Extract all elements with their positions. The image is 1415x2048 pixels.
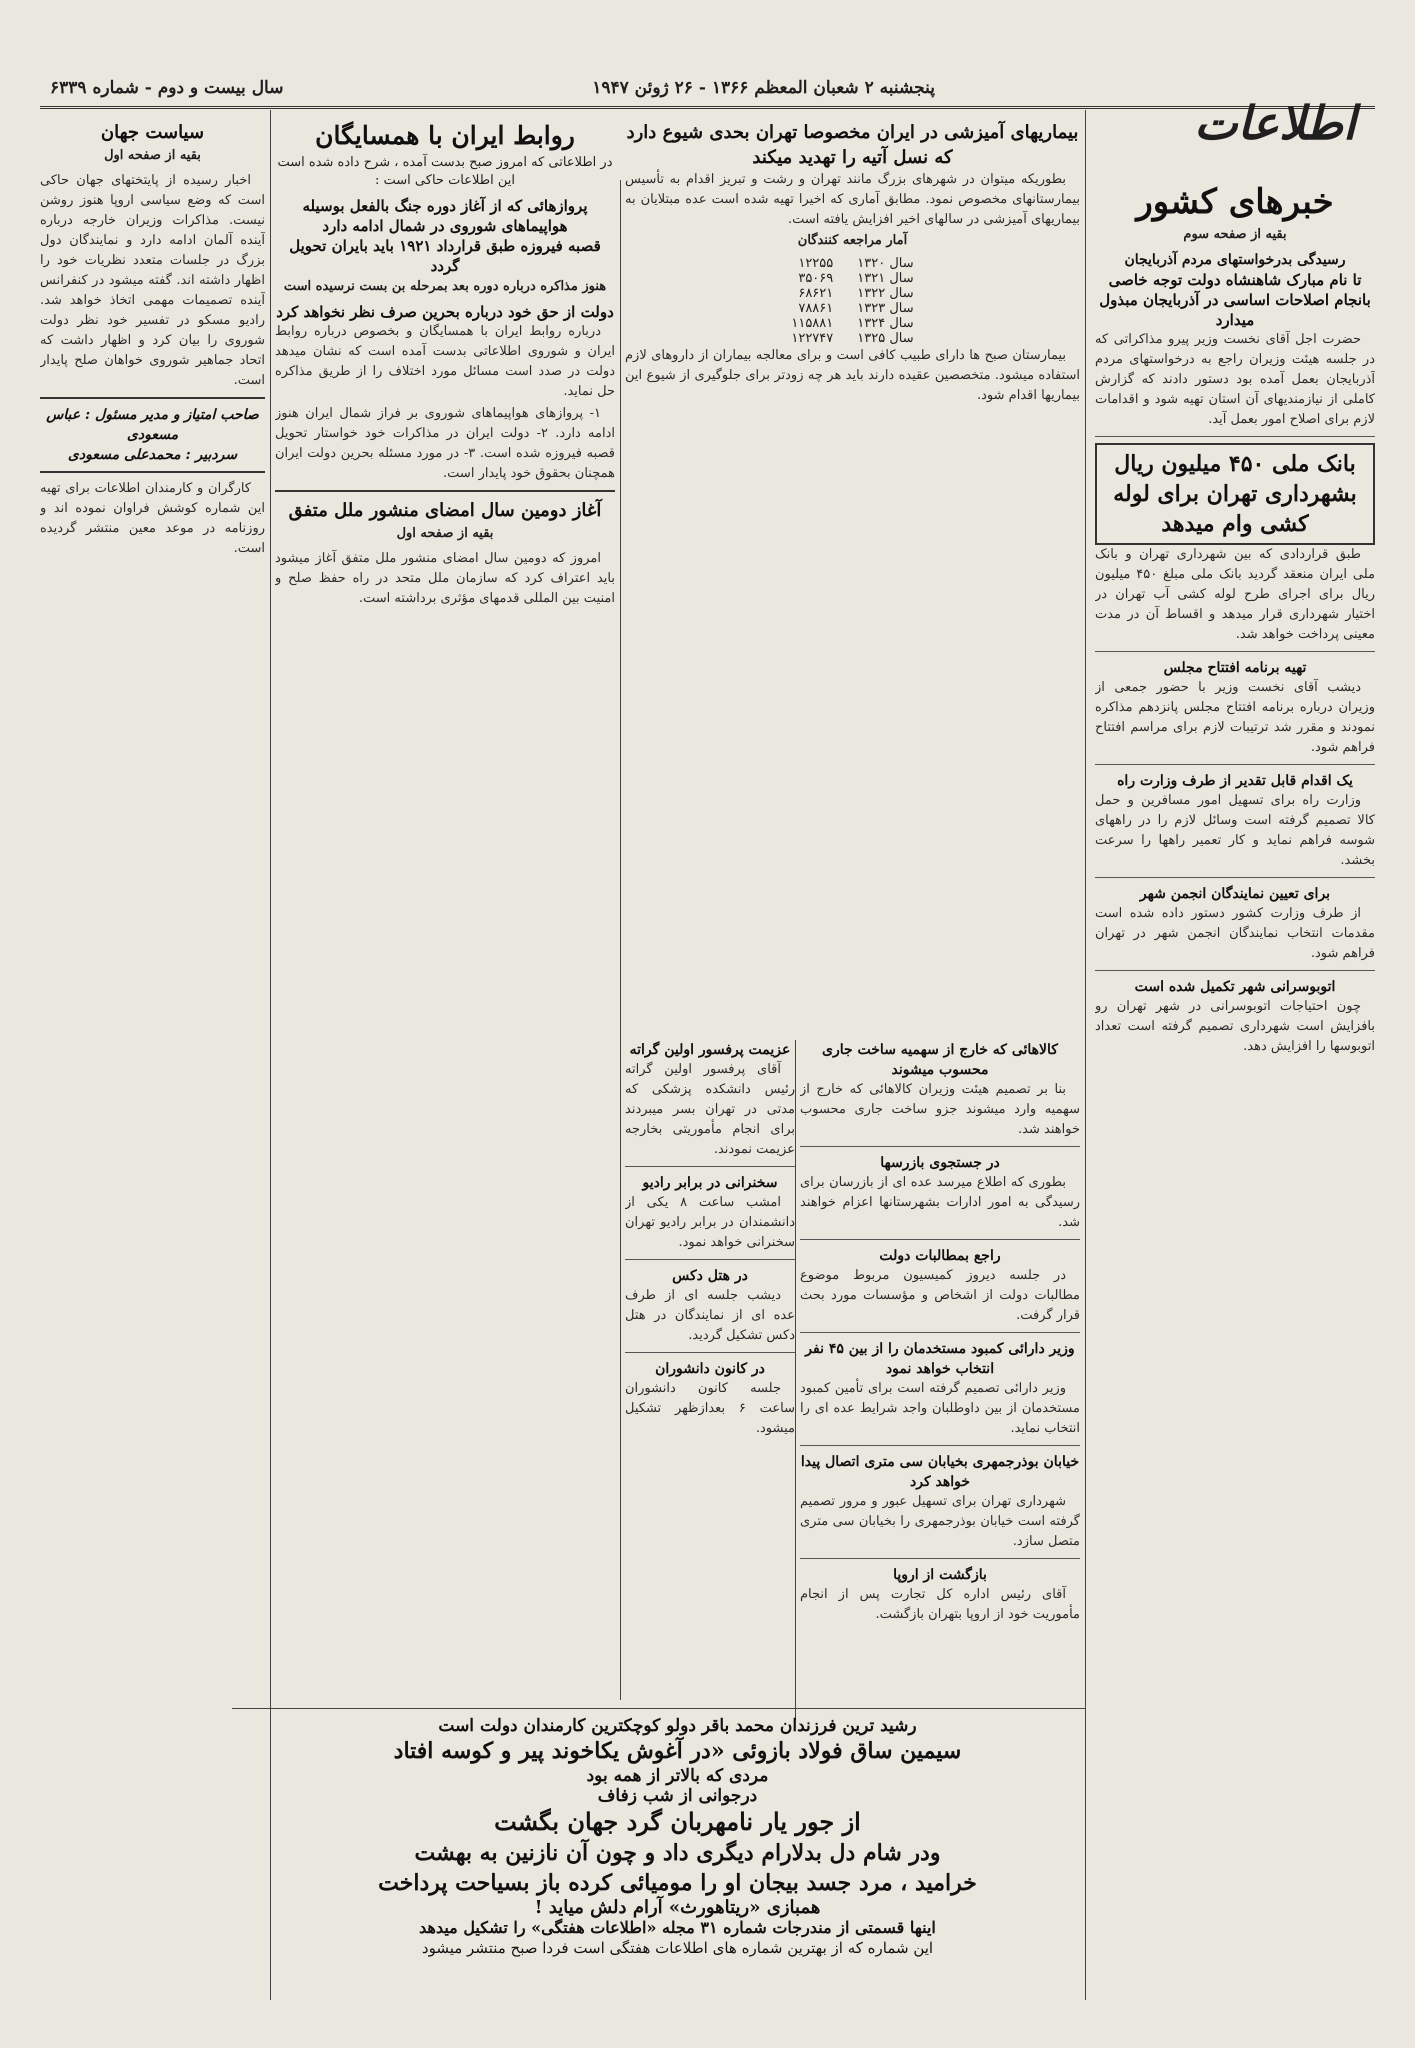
- relations-headline: روابط ایران با همسایگان: [315, 121, 575, 150]
- stats-row: [779, 271, 925, 286]
- advert-line: مردی که بالاتر از همه بود: [586, 1766, 769, 1786]
- story-body: آقای رئیس اداره کل تجارت پس از انجام مأموریت خود از اروپا بتهران بازگشت.: [800, 1587, 1080, 1622]
- stats-value: ۱۲۲۵۵: [798, 256, 834, 271]
- column-short-items: [800, 1040, 1080, 1700]
- story-body: بطوریکه میتوان در شهرهای بزرگ مانند تهران و رشت و تبریز اقدام به تأسیس بیمارستانهای مخصوص نمود. مطابق آماری که اخیرا تهیه شده است عده مبتلایان به بیماریهای آمیزشی در سالهای اخیر افزایش یافته است.: [625, 172, 1080, 227]
- story-title: کالاهائی که خارج از سهمیه ساخت جاری محسوب میشوند: [822, 1042, 1058, 1078]
- stats-year: سال ۱۳۲۱: [857, 271, 914, 286]
- weekly-advert: [275, 1716, 1080, 2036]
- un-charter-headline: آغاز دومین سال امضای منشور ملل متفق: [288, 500, 602, 521]
- relations-subhead: دولت از حق خود درباره بحرین صرف نظر نخواهد کرد: [276, 303, 614, 321]
- advert-line: اینها قسمتی از مندرجات شماره ۳۱ مجله «اطلاعات هفتگی» را تشکیل میدهد: [419, 1918, 936, 1937]
- story-body: بیمارستان صبح ها دارای طبیب کافی است و برای معالجه بیماران از داروهای لازم استفاده میشود. متخصصین عقیده دارند باید هر چه زودتر برای جلوگیری از شیوع این بیماریها اقدام شود.: [625, 348, 1080, 403]
- advert-line: رشید ترین فرزندان محمد باقر دولو کوچکترین کارمندان دولت است: [438, 1716, 917, 1736]
- story-title: تهیه برنامه افتتاح مجلس: [1163, 660, 1307, 676]
- story-body: آقای پرفسور اولین گراته رئیس دانشکده پزشکی که مدتی در تهران بسر میبردند برای انجام مأموریتی بخارجه عزیمت نمودند.: [625, 1062, 795, 1157]
- relations-subhead: پروازهائی که از آغاز دوره جنگ بالفعل بوسیله هواپیماهای شوروی در شمال ادامه دارد: [302, 197, 588, 235]
- health-headline: بیماریهای آمیزشی در ایران مخصوصا تهران بحدی شیوع دارد که نسل آتیه را تهدید میکند: [626, 122, 1079, 168]
- stats-table: [779, 256, 925, 346]
- story-body: از طرف وزارت کشور دستور داده شده است مقدمات انتخاب نمایندگان انجمن شهر در تهران فراهم شود.: [1095, 906, 1375, 961]
- story-body: وزیر دارائی تصمیم گرفته است برای تأمین کمبود مستخدمان از بین داوطلبان واجد شرایط عده ای را انتخاب نماید.: [800, 1381, 1080, 1436]
- domestic-news-headline: خبرهای کشور: [1136, 182, 1334, 222]
- story-body: چون احتیاجات اتوبوسرانی در شهر تهران رو بافزایش است شهرداری تصمیم گرفته است تعداد اتوبوسها را افزایش دهد.: [1095, 999, 1375, 1054]
- stats-row: [779, 331, 925, 346]
- story-body: جلسه کانون دانشوران ساعت ۶ بعدازظهر تشکیل میشود.: [625, 1381, 795, 1436]
- story-body: در جلسه دیروز کمیسیون مربوط موضوع مطالبات دولت از اشخاص و مؤسسات مورد بحث قرار گرفت.: [800, 1268, 1080, 1323]
- story-subtitle: تا نام مبارک شاهنشاه دولت توجه خاصی بانجام اصلاحات اساسی در آذربایجان مبذول میدارد: [1099, 271, 1371, 329]
- story-title: عزیمت پرفسور اولین گراته: [629, 1042, 791, 1058]
- story-title: رسیدگی بدرخواستهای مردم آذربایجان: [1124, 252, 1346, 268]
- editor-credit: سردبیر : محمدعلی مسعودی: [67, 447, 238, 463]
- story-title: در هتل دکس: [672, 1268, 748, 1284]
- stats-value: ۱۲۲۷۴۷: [791, 331, 834, 346]
- advert-line: این شماره که از بهترین شماره های اطلاعات هفتگی است فردا صبح منتشر میشود: [421, 1939, 934, 1957]
- column-world-politics: [40, 120, 265, 2010]
- column-rule: [1085, 110, 1086, 2000]
- column-rule: [270, 110, 271, 2000]
- column-rule: [620, 180, 621, 1700]
- issue-date: پنجشنبه ۲ شعبان المعظم ۱۳۶۶ - ۲۶ ژوئن ۱۹۴۷: [592, 78, 935, 98]
- story-title: سخنرانی در برابر رادیو: [642, 1175, 778, 1191]
- stats-year: سال ۱۳۲۰: [857, 256, 914, 271]
- stats-value: ۱۱۵۸۸۱: [791, 316, 834, 331]
- column-domestic-news: [1095, 180, 1375, 2048]
- issue-number: سال بیست و دوم - شماره ۶۳۳۹: [50, 78, 284, 98]
- world-politics-headline: سیاست جهان: [100, 122, 205, 143]
- story-title: اتوبوسرانی شهر تکمیل شده است: [1134, 979, 1336, 995]
- column-health-report: [625, 120, 1080, 1035]
- stats-year: سال ۱۳۲۴: [857, 316, 914, 331]
- stats-value: ۶۸۶۲۱: [798, 286, 834, 301]
- masthead-logo: اطلاعات: [1194, 96, 1356, 150]
- story-body: شهرداری تهران برای تسهیل عبور و مرور تصمیم گرفته است خیابان بوذرجمهری را بخیابان سی متری متصل سازد.: [800, 1494, 1080, 1549]
- story-body: بنا بر تصمیم هیئت وزیران کالاهائی که خارج از سهمیه وارد میشوند جزو ساخت جاری محسوب خواهند شد.: [800, 1082, 1080, 1137]
- column-notices: [625, 1040, 795, 1700]
- story-body: امروز که دومین سال امضای منشور ملل متفق آغاز میشود باید اعتراف کرد که سازمان ملل متحد در راه حفظ صلح و امنیت بین المللی قدمهای مؤثری برداشته است.: [275, 551, 615, 606]
- story-body: اخبار رسیده از پایتختهای جهان حاکی است که وضع سیاسی اروپا هنوز روشن نیست. مذاکرات وزیران خارجه درباره آینده آلمان ادامه دارد و نمایندگان دول بزرگ در جلسات متعدد نظریات خود را اظهار داشته اند. گفته میشود در کنفرانس آینده تصمیمات مهمی اتخاذ خواهد شد. رادیو مسکو در تفسیر خود نظر دولت شوروی را بیان کرد و اظهار داشت که اتحاد جماهیر شوروی خواهان صلح پایدار است.: [40, 173, 265, 388]
- story-body: طبق قراردادی که بین شهرداری تهران و بانک ملی ایران منعقد گردید بانک ملی مبلغ ۴۵۰ میلیون ریال برای اجرای طرح لوله کشی آب تهران در اختیار شهرداری قرار میدهد و اقساط آن در مدت معینی پرداخت خواهد شد.: [1095, 547, 1375, 642]
- advert-line: ودر شام دل بدلارام دیگری داد و چون آن نازنین به بهشت: [414, 1840, 941, 1866]
- story-title: بازگشت از اروپا: [893, 1567, 987, 1583]
- stats-year: سال ۱۳۲۲: [857, 286, 914, 301]
- story-title: وزیر دارائی کمبود مستخدمان را از بین ۴۵ نفر انتخاب خواهد نمود: [805, 1341, 1075, 1377]
- story-body: امشب ساعت ۸ یکی از دانشمندان در برابر رادیو تهران سخنرانی خواهد نمود.: [625, 1195, 795, 1250]
- stats-title: آمار مراجعه کنندگان: [797, 233, 908, 248]
- stats-value: ۳۵۰۶۹: [798, 271, 834, 286]
- story-body: کارگران و کارمندان اطلاعات برای تهیه این شماره کوشش فراوان نموده اند و روزنامه در موعد معین منتشر گردیده است.: [40, 481, 265, 556]
- stats-year: سال ۱۳۲۵: [857, 331, 914, 346]
- story-body: دیشب جلسه ای از طرف عده ای از نمایندگان در هتل دکس تشکیل گردید.: [625, 1288, 795, 1343]
- continued-note: بقیه از صفحه اول: [396, 526, 494, 541]
- story-body: دیشب آقای نخست وزیر با حضور جمعی از وزیران درباره برنامه افتتاح مجلس پانزدهم مذاکره نمودند و مقرر شد ترتیبات لازم برای مراسم افتتاح فراهم شود.: [1095, 680, 1375, 755]
- header-strip: [40, 70, 1375, 109]
- column-foreign-relations: [275, 120, 615, 1700]
- advert-line: خرامید ، مرد جسد بیجان او را مومیائی کرده باز بسیاحت پرداخت: [378, 1870, 977, 1896]
- story-title: در جستجوی بازرسها: [880, 1155, 1000, 1171]
- advert-line: از جور یار نامهربان گرد جهان بگشت: [494, 1807, 861, 1836]
- stats-row: [779, 316, 925, 331]
- section-rule: [232, 1708, 1085, 1709]
- story-body: وزارت راه برای تسهیل امور مسافرین و حمل کالا تصمیم گرفته است وسائل لازم را در راههای شوسه فراهم نماید و کار تعمیر راهها را سرعت بخشد.: [1095, 793, 1375, 868]
- stats-value: ۷۸۸۶۱: [798, 301, 834, 316]
- story-body: درباره روابط ایران با همسایگان و بخصوص درباره روابط ایران و شوروی اطلاعاتی بدست آمده است که نشان میدهد دولت در صدد است مسائل مورد اختلاف را از طریق مذاکره حل نماید. ۱- پروازهای هواپیماهای شوروی بر فراز شمال ایران هنوز ادامه دارد. ۲- دولت ایران در مذاکرات خود خواستار تحویل قصبه فیروزه شده است. ۳- در مورد مسئله بحرین دولت ایران همچنان بحقوق خود پایدار است.: [275, 324, 615, 481]
- continued-note: بقیه از صفحه اول: [104, 148, 201, 163]
- story-title: راجع بمطالبات دولت: [879, 1248, 1001, 1264]
- advert-line: درجوانی از شب زفاف: [597, 1786, 758, 1806]
- relations-subhead: قصبه فیروزه طبق قرارداد ۱۹۲۱ باید بایران تحویل گردد: [289, 237, 601, 275]
- advert-line: سیمین ساق فولاد بازوئی «در آغوش یکاخوند پیر و کوسه افتاد: [393, 1738, 962, 1764]
- story-body: حضرت اجل آقای نخست وزیر پیرو مذاکراتی که در جلسه هیئت وزیران راجع به درخواستهای مردم آذربایجان بعمل آمده بود دستور دادند که گزارش کاملی از نیازمندیهای آن استان تهیه شود و اقدامات لازم برای اصلاح امور بعمل آید.: [1095, 332, 1375, 427]
- story-title: بانک ملی ۴۵۰ میلیون ریال بشهرداری تهران برای لوله کشی وام میدهد: [1095, 443, 1375, 545]
- story-title: برای تعیین نمایندگان انجمن شهر: [1139, 886, 1331, 902]
- continued-note: بقیه از صفحه سوم: [1183, 227, 1287, 242]
- story-body: بطوری که اطلاع میرسد عده ای از بازرسان برای رسیدگی به امور ادارات بشهرستانها اعزام خواهند شد.: [800, 1175, 1080, 1230]
- advert-line: همبازی «ریتاهورث» آرام دلش میاید !: [534, 1897, 821, 1918]
- stats-year: سال ۱۳۲۳: [857, 301, 914, 316]
- story-title: در کانون دانشوران: [655, 1361, 765, 1377]
- stats-row: [779, 286, 925, 301]
- story-title: خیابان بوذرجمهری بخیابان سی متری اتصال پیدا خواهد کرد: [800, 1454, 1080, 1490]
- stats-row: [779, 301, 925, 316]
- publisher-credit: صاحب امتیاز و مدیر مسئول : عباس مسعودی: [46, 407, 259, 443]
- column-rule: [795, 1040, 796, 1720]
- relations-subhead: هنوز مذاکره درباره دوره بعد بمرحله بن بست نرسیده است: [283, 279, 607, 294]
- stats-row: [779, 256, 925, 271]
- relations-intro: در اطلاعاتی که امروز صبح بدست آمده ، شرح داده شده است این اطلاعات حاکی است :: [277, 155, 613, 188]
- story-title: یک اقدام قابل تقدیر از طرف وزارت راه: [1117, 773, 1353, 789]
